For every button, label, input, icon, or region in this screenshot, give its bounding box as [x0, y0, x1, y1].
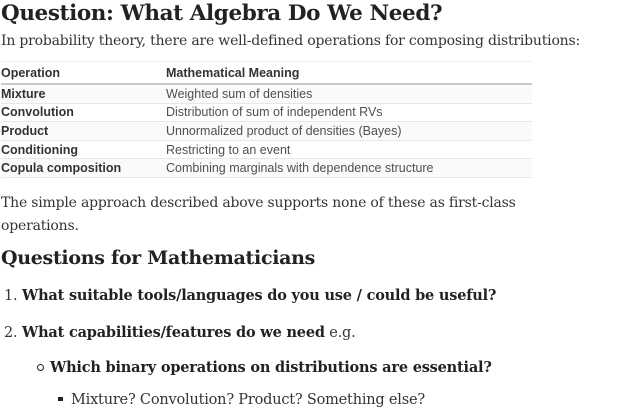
table-row — [1, 103, 532, 122]
list-number: 2. — [4, 324, 18, 341]
operation-cell: Conditioning — [1, 140, 166, 159]
summary-line-2: operations. — [1, 218, 79, 235]
operations-table — [1, 61, 532, 178]
nested-item-text: Which binary operations on distributions are essential? — [50, 358, 492, 376]
square-bullet-icon — [58, 397, 63, 402]
summary-line-1: The simple approach described above supports none of these as first-class — [1, 194, 516, 211]
table-row — [1, 84, 532, 103]
ordered-list-item-1 — [1, 287, 640, 305]
operation-cell: Product — [1, 122, 166, 141]
list-item-text: What suitable tools/languages do you use / could be useful? — [22, 286, 497, 304]
intro-paragraph: In probability theory, there are well-defined operations for composing distributions: — [1, 33, 580, 49]
operation-cell: Copula composition — [1, 159, 166, 178]
deep-nested-item-text: Mixture? Convolution? Product? Something else? — [71, 391, 425, 408]
section-heading: Questions for Mathematicians — [1, 246, 316, 269]
table-row — [1, 159, 532, 178]
page-title: Question: What Algebra Do We Need? — [1, 1, 443, 26]
circle-bullet-icon — [37, 364, 44, 371]
operation-cell: Convolution — [1, 103, 166, 122]
list-number: 1. — [4, 287, 18, 304]
summary-paragraph — [1, 178, 640, 239]
table-row — [1, 122, 532, 141]
column-header-mathematical-meaning: Mathematical Meaning — [166, 62, 532, 85]
ordered-list-item-2 — [1, 324, 640, 342]
list-item-text: What capabilities/features do we need — [22, 323, 325, 341]
table-row — [1, 140, 532, 159]
column-header-operation: Operation — [1, 62, 166, 85]
meaning-cell: Unnormalized product of densities (Bayes) — [166, 122, 532, 141]
meaning-cell: Restricting to an event — [166, 140, 532, 159]
meaning-cell: Weighted sum of densities — [166, 84, 532, 103]
meaning-cell: Distribution of sum of independent RVs — [166, 103, 532, 122]
table-header-row — [1, 62, 532, 85]
operation-cell: Mixture — [1, 84, 166, 103]
meaning-cell: Combining marginals with dependence structure — [166, 159, 532, 178]
nested-list-item — [1, 359, 640, 377]
list-item-suffix: e.g. — [324, 324, 356, 341]
